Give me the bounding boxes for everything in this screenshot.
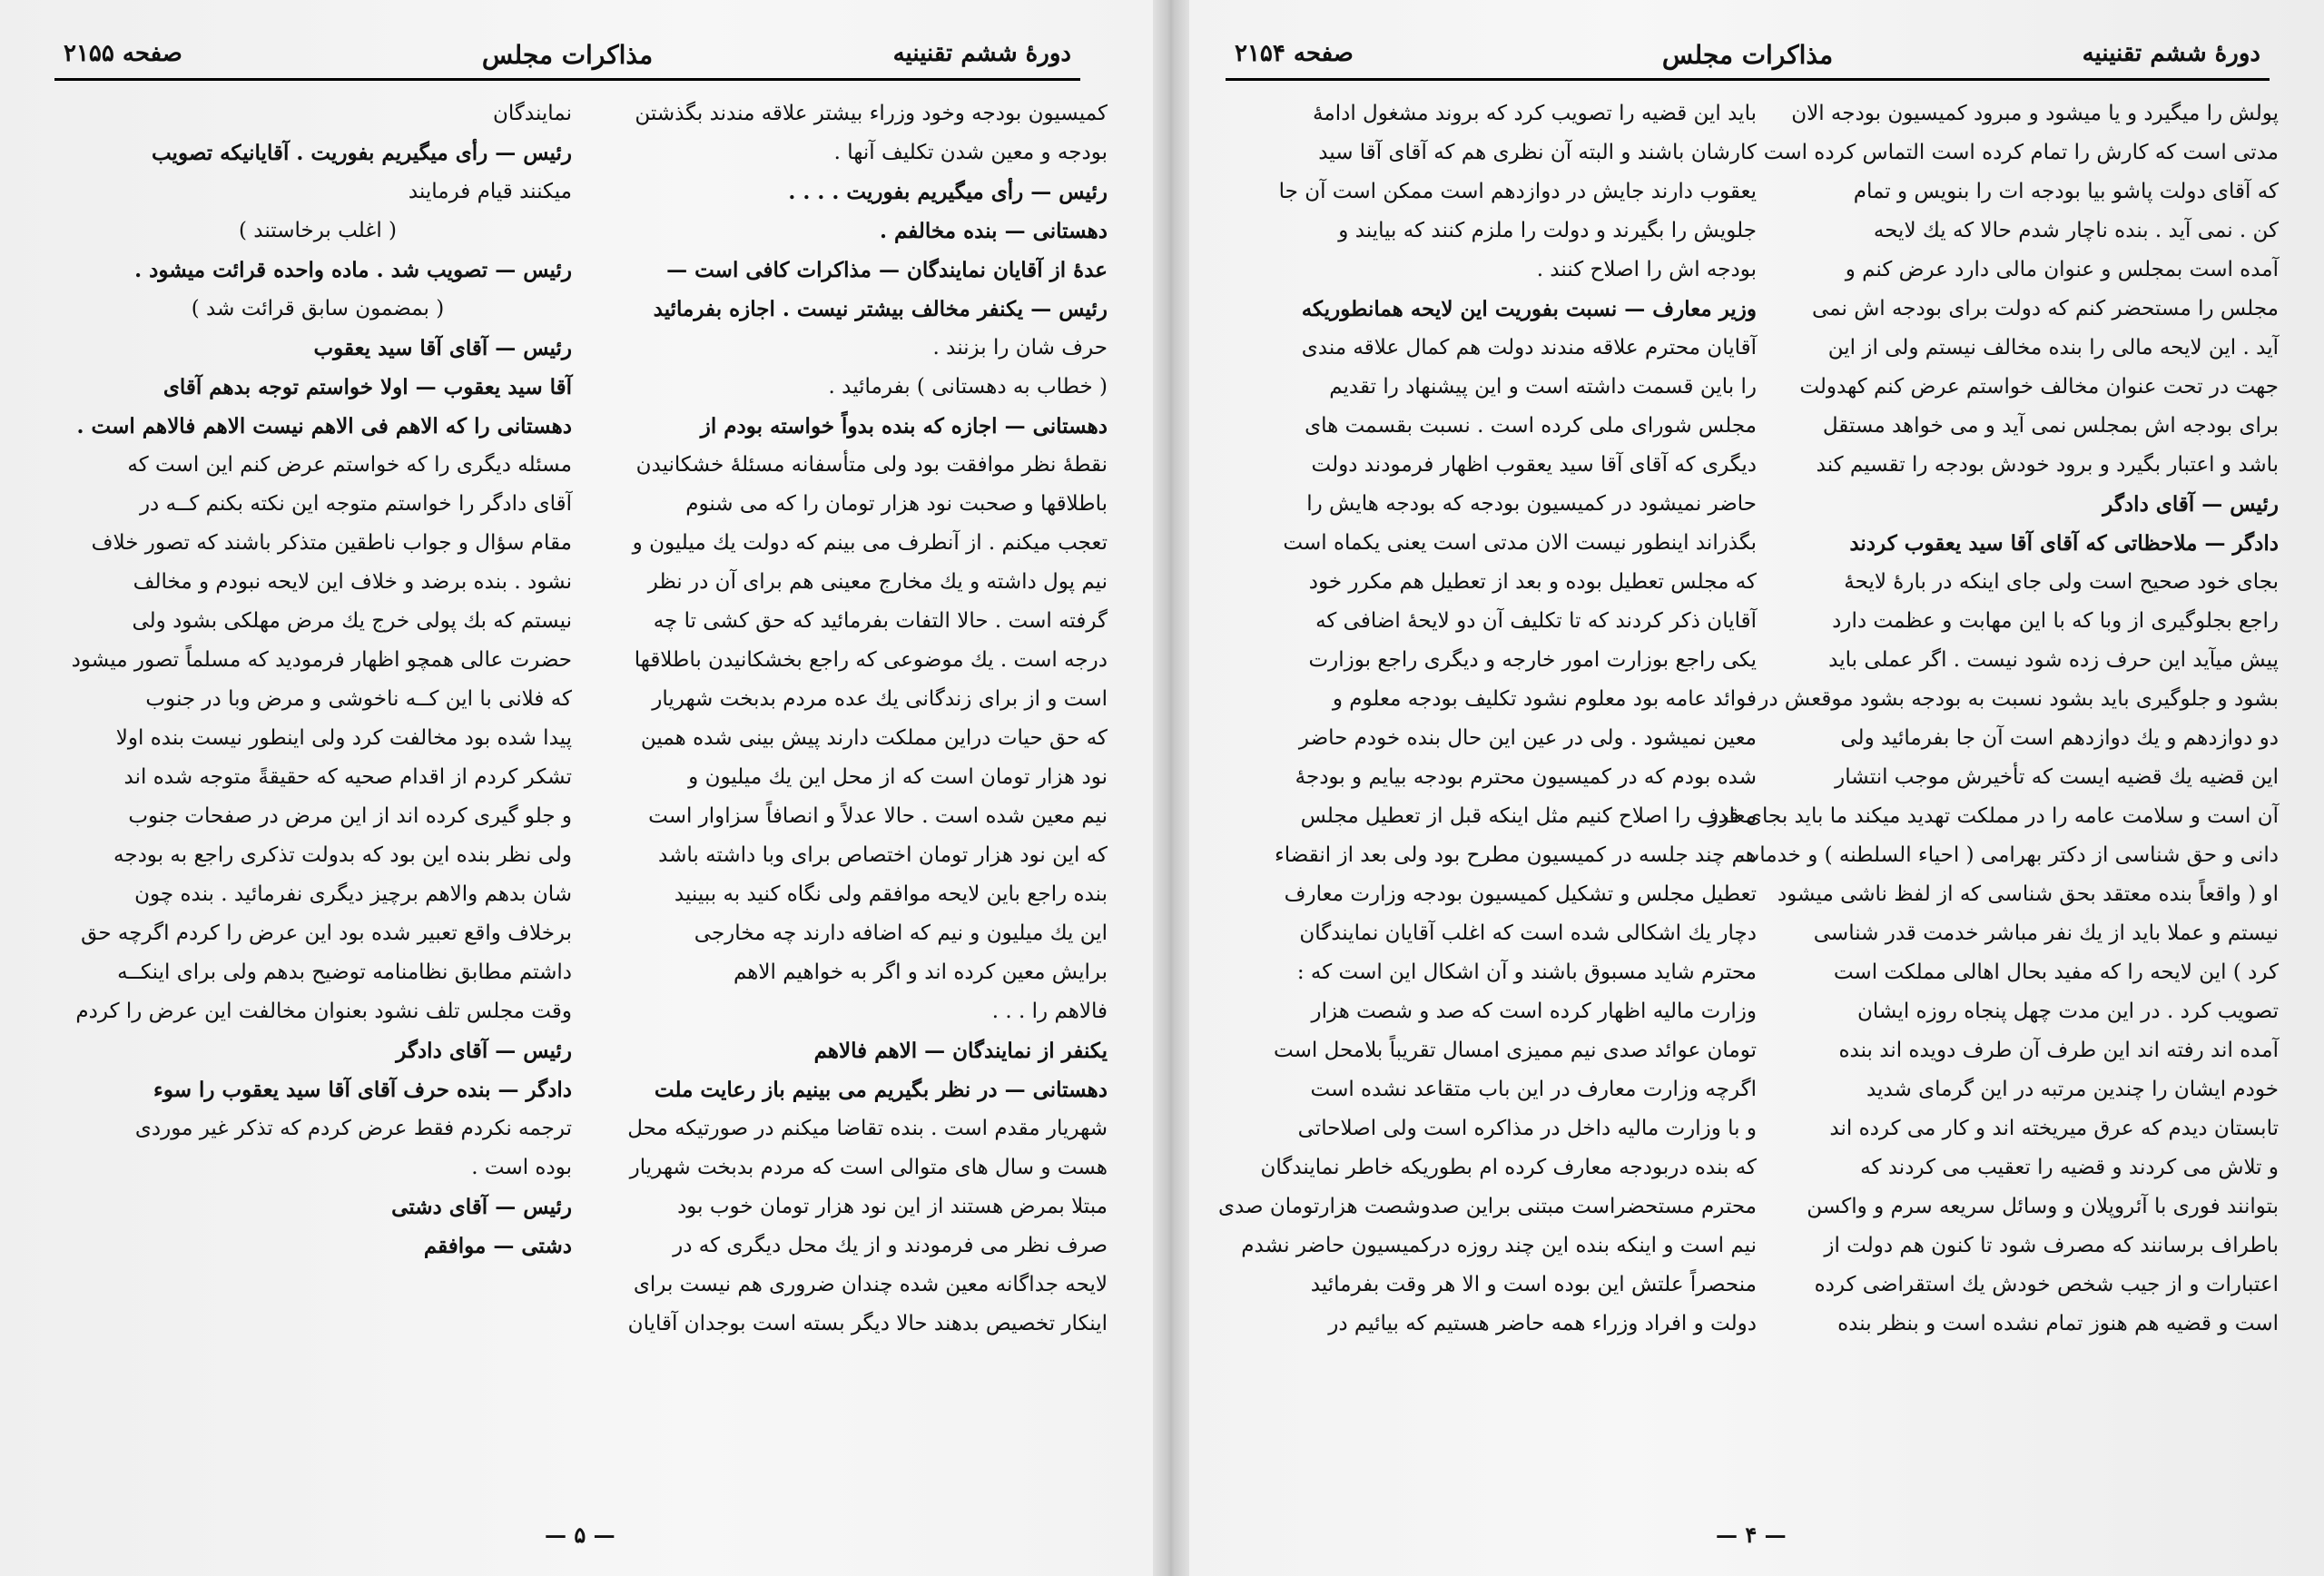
text-line: شهریار مقدم است . بنده تقاضا میکنم در صورتیکه محل [627, 1117, 1108, 1140]
text-line: جلویش را بگیرند و دولت را ملزم کنند که بیایند و [1338, 219, 1757, 242]
text-line: نمایندگان [493, 102, 572, 125]
text-line: وزیر معارف — نسبت بفوریت این لایحه همانطوریکه [1301, 297, 1757, 321]
text-line: پیش میآید این حرف زده شود نیست . اگر عملی باید [1828, 648, 2279, 672]
text-line: بوده است . [471, 1156, 572, 1179]
text-line: این قضیه یك قضیه ایست که تأخیرش موجب انتشار [1835, 765, 2279, 789]
text-line: تشکر کردم از اقدام صحیه که حقیقةً متوجه شده اند [123, 765, 572, 789]
text-line: مدتی است که کارش را تمام کرده است التماس کرده است [1763, 141, 2279, 164]
text-line: مسئله دیگری را که خواستم عرض کنم این است که [127, 453, 572, 477]
text-line: ( اغلب برخاستند ) [238, 219, 398, 242]
left-header-title: مذاکرات مجلس [481, 40, 654, 70]
text-line: آمده است بمجلس و عنوان مالی دارد عرض کنم و [1845, 258, 2279, 281]
text-line: برایش معین کرده اند و اگر به خواهیم الاهم [733, 960, 1108, 984]
book-gutter [1153, 0, 1189, 1576]
text-line: رئیس — آقای دادگر [396, 1039, 572, 1063]
text-line: نیم پول داشته و یك مخارج معینی هم برای آن در نظر [647, 570, 1108, 594]
text-line: بتوانند فوری با آئروپلان و وسائل سریعه سرم و واکسن [1807, 1195, 2279, 1218]
text-line: رئیس — تصویب شد . ماده واحده قرائت میشود . [134, 258, 572, 282]
text-line: جهت در تحت عنوان مخالف خواستم عرض کنم کهدولت [1799, 375, 2279, 399]
right-page-column-right [1708, 94, 2279, 1344]
text-line: است و از برای زندگانی یك عده مردم بدبخت شهریار [652, 687, 1108, 711]
text-line: فالاهم را . . . [991, 1000, 1108, 1023]
text-line: که فلانی با این کــه ناخوشی و مرض وبا در جنوب [145, 687, 572, 711]
left-page-header [54, 36, 1080, 81]
text-line: عدهٔ از آقایان نمایندگان — مذاکرات کافی است — [666, 258, 1108, 282]
text-line: تعجب میکنم . از آنطرف می بینم که دولت یك میلیون و [632, 531, 1108, 555]
text-line: درجه است . یك موضوعی که راجع بخشکانیدن باطلاقها [634, 648, 1108, 672]
text-line: هم چند جلسه در کمیسیون مطرح بود ولی بعد از انقضاء [1274, 843, 1757, 867]
text-line: اینکار تخصیص بدهند حالا دیگر بسته است بوجدان آقایان [627, 1312, 1108, 1335]
text-line: ( بمضمون سابق قرائت شد ) [191, 297, 445, 320]
text-line: دادگر — ملاحظاتی که آقای آقا سید یعقوب کردند [1849, 531, 2279, 556]
right-page-header [1226, 36, 2270, 81]
text-line: برای بودجه اش بمجلس نمی آید و می خواهد مستقل [1822, 414, 2279, 438]
text-line: دهستانی — در نظر بگیریم می بینیم باز رعایت ملت [654, 1078, 1108, 1102]
text-line: تابستان دیدم که عرق میریخته اند و کار می کرده اند [1829, 1117, 2279, 1140]
text-line: دهستانی را که الاهم فی الاهم نیست الاهم فالاهم است . [76, 414, 572, 438]
text-line: که بنده دربودجه معارف کرده ام بطوریکه خاطر نمایندگان [1260, 1156, 1757, 1179]
text-line: خودم ایشان را چندین مرتبه در این گرمای شدید [1866, 1078, 2279, 1101]
text-line: حرف شان را بزنند . [932, 336, 1108, 360]
left-page-footer: — ۵ — [545, 1522, 615, 1548]
text-line: تعطیل مجلس و تشکیل کمیسیون بودجه وزارت معارف [1284, 882, 1757, 906]
text-line: آقایان ذکر کردند که تا تکلیف آن دو لایحهٔ اضافی که [1315, 609, 1757, 633]
text-line: داشتم مطابق نظامنامه توضیح بدهم ولی برای اینکــه [117, 960, 572, 984]
text-line: او ( واقعاً بنده معتقد بحق شناسی که از لفظ ناشی میشود [1777, 882, 2279, 906]
text-line: و با وزارت مالیه داخل در مذاکره است ولی اصلاحاتی [1297, 1117, 1757, 1140]
text-line: معین نمیشود . ولی در عین این حال بنده خودم حاضر [1298, 726, 1757, 750]
right-page [1189, 0, 2324, 1576]
text-line: نیستم و عملا باید از یك نفر مباشر خدمت قدر شناسی [1813, 921, 2279, 945]
text-line: که حق حیات دراین مملکت دارند پیش بینی شده همین [640, 726, 1108, 750]
text-line: شان بدهم والاهم برچیز دیگری نفرمائید . بنده چون [134, 882, 572, 906]
text-line: آن است و سلامت عامه را در مملکت تهدید میکند ما باید بجای قدر [1708, 804, 2279, 828]
text-line: باطراف برسانند که مصرف شود تا کنون هم دولت از [1824, 1234, 2279, 1257]
right-page-footer: — ۴ — [1716, 1522, 1787, 1548]
text-line: دانی و حق شناسی از دکتر بهرامی ( احیاء السلطنه ) و خدمات [1739, 843, 2279, 867]
text-line: دیگری که آقای آقا سید یعقوب اظهار فرمودند دولت [1311, 453, 1757, 477]
text-line: بجای خود صحیح است ولی جای اینکه در بارهٔ لایحهٔ [1844, 570, 2279, 594]
right-header-title: مذاکرات مجلس [1661, 40, 1834, 70]
text-line: که آقای دولت پاشو بیا بودجه ات را بنویس و تمام [1853, 180, 2279, 203]
text-line: آمده اند رفته اند این طرف آن طرف دویده اند بنده [1838, 1039, 2279, 1062]
text-line: ( خطاب به دهستانی ) بفرمائید . [828, 375, 1108, 399]
text-line: بنده راجع باین لایحه موافقم ولی نگاه کنید به ببینید [674, 882, 1108, 906]
text-line: ولی نظر بنده این بود که بدولت تذکری راجع به بودجه [113, 843, 572, 867]
text-line: آقای دادگر را خواستم متوجه این نکته بکنم کــه در [139, 492, 572, 516]
text-line: دادگر — بنده حرف آقای آقا سید یعقوب را سوء [153, 1078, 572, 1102]
text-line: رئیس — یکنفر مخالف بیشتر نیست . اجازه بفرمائید [653, 297, 1108, 321]
text-line: شده بودم که در کمیسیون محترم بودجه بیایم و بودجهٔ [1295, 765, 1757, 789]
text-line: رئیس — رأی میگیریم بفوریت . . . . [788, 180, 1108, 204]
text-line: یکی راجع بوزارت امور خارجه و دیگری راجع بوزارت [1308, 648, 1757, 672]
text-line: صرف نظر می فرمودند و از یك محل دیگری که در [673, 1234, 1108, 1257]
text-line: کارشان باشند و البته آن نظری هم که آقای آقا سید [1318, 141, 1757, 164]
text-line: کن . نمی آید . بنده ناچار شدم حالا که یك لایحه [1873, 219, 2279, 242]
text-line: اعتبارات و از جیب شخص خودش یك استقراضی کرده [1814, 1273, 2279, 1296]
text-line: و جلو گیری کرده اند از این مرض در صفحات جنوب [128, 804, 572, 828]
text-line: دشتی — موافقم [423, 1234, 572, 1258]
text-line: رئیس — آقای دشتی [391, 1195, 572, 1219]
text-line: نقطهٔ نظر موافقت بود ولی متأسفانه مسئلهٔ خشکانیدن [635, 453, 1108, 477]
text-line: باشد و اعتبار بگیرد و برود خودش بودجه را تقسیم کند [1816, 453, 2279, 477]
text-line: که این نود هزار تومان اختصاص برای وبا داشته باشد [658, 843, 1108, 867]
text-line: بگذراند اینطور نیست الان مدتی است یعنی یکماه است [1283, 531, 1757, 555]
text-line: میکنند قیام فرمایند [408, 180, 572, 203]
text-line: که مجلس تعطیل بوده و بعد از تعطیل هم مکرر خود [1308, 570, 1757, 594]
text-line: حاضر نمیشود در کمیسیون بودجه که بودجه هایش را [1306, 492, 1757, 516]
text-line: رئیس — آقای آقا سید یعقوب [313, 336, 572, 360]
left-page-column-right [581, 94, 1108, 1344]
text-line: رئیس — آقای دادگر [2102, 492, 2279, 517]
text-line: راجع بجلوگیری از وبا که با این مهابت و عظمت دارد [1832, 609, 2279, 633]
text-line: و تلاش می کردند و قضیه را تعقیب می کردند که [1860, 1156, 2279, 1179]
text-line: لایحه جداگانه معین شده چندان ضروری هم نیست برای [633, 1273, 1108, 1296]
text-line: نود هزار تومان است که از محل این یك میلیون و [688, 765, 1108, 789]
text-line: باطلاقها و صحبت نود هزار تومان را که می شنوم [685, 492, 1108, 516]
text-line: فوائد عامه بود معلوم نشود تکلیف بودجه معلوم و [1332, 687, 1757, 711]
text-line: مبتلا بمرض هستند از این نود هزار تومان خوب بود [677, 1195, 1108, 1218]
text-line: محترم شاید مسبوق باشند و آن اشکال این است که : [1296, 960, 1757, 984]
text-line: دچار یك اشکالی شده است که اغلب آقایان نمایندگان [1299, 921, 1757, 945]
text-line: دهستانی — بنده مخالفم . [879, 219, 1108, 243]
text-line: مقام سؤال و جواب ناطقین متذکر باشند که تصور خلاف [91, 531, 572, 555]
text-line: بودجه اش را اصلاح کنند . [1536, 258, 1757, 281]
text-line: یکنفر از نمایندگان — الاهم فالاهم [813, 1039, 1108, 1063]
text-line: رئیس — رأی میگیریم بفوریت . آقایانیکه تصویب [151, 141, 572, 165]
left-header-page-number: صفحه ۲۱۵۵ [64, 40, 182, 67]
right-header-page-number: صفحه ۲۱۵۴ [1235, 40, 1354, 67]
right-header-series: دورهٔ ششم تقنینیه [2082, 40, 2260, 67]
text-line: معارف را اصلاح کنیم مثل اینکه قبل از تعطیل مجلس [1300, 804, 1757, 828]
text-line: دو دوازدهم و یك دوازدهم است آن جا بفرمائید ولی [1840, 726, 2279, 750]
text-line: نیستم که بك پولی خرج یك مرض مهلکی بشود ولی [132, 609, 572, 633]
text-line: بشود و جلوگیری باید بشود نسبت به بودجه بشود موقعش در [1758, 687, 2279, 711]
text-line: آید . این لایحه مالی را بنده مخالف نیستم ولی از این [1827, 336, 2279, 360]
text-line: اگرچه وزارت معارف در این باب متقاعد نشده است [1310, 1078, 1757, 1101]
text-line: مجلس را مستحضر کنم که دولت برای بودجه اش نمی [1812, 297, 2279, 320]
text-line: هست و سال های متوالی است که مردم بدبخت شهریار [629, 1156, 1108, 1179]
text-line: تصویب کرد . در این مدت چهل پنجاه روزه ایشان [1857, 1000, 2279, 1023]
text-line: دولت و افراد وزراء همه حاضر هستیم که بیائیم در [1328, 1312, 1757, 1335]
text-line: حضرت عالی همچو اظهار فرمودید که مسلماً تصور میشود [71, 648, 572, 672]
text-line: محترم مستحضراست مبتنی براین صدوشصت هزارتومان صدی [1217, 1195, 1757, 1218]
text-line: برخلاف واقع تعبیر شده بود این عرض را کردم اگرچه حق [81, 921, 572, 945]
left-page [0, 0, 1153, 1576]
text-line: آقا سید یعقوب — اولا خواستم توجه بدهم آقای [162, 375, 572, 399]
left-page-column-left [64, 94, 572, 1266]
text-line: منحصراً علتش این بوده است و الا هر وقت بفرمائید [1310, 1273, 1757, 1296]
text-line: این یك میلیون و نیم که اضافه دارند چه مخارجی [694, 921, 1108, 945]
text-line: کمیسیون بودجه وخود وزراء بیشتر علاقه مندند بگذشتن [635, 102, 1108, 125]
text-line: دهستانی — اجازه که بنده بدواً خواسته بودم از [700, 414, 1108, 438]
text-line: است و قضیه هم هنوز تمام نشده است و بنظر بنده [1837, 1312, 2279, 1335]
text-line: را باین قسمت داشته است و این پیشنهاد را تقدیم [1329, 375, 1757, 399]
text-line: کرد ) این لایحه را که مفید بحال اهالی مملکت است [1833, 960, 2279, 984]
text-line: نیم است و اینکه بنده این چند روزه درکمیسیون حاضر نشدم [1241, 1234, 1757, 1257]
right-page-column-left [1217, 94, 1757, 1344]
text-line: یعقوب دارند جایش در دوازدهم است ممکن است آن جا [1278, 180, 1757, 203]
text-line: ترجمه نکردم فقط عرض کردم که تذکر غیر موردی [134, 1117, 572, 1140]
text-line: آقایان محترم علاقه مندند دولت هم کمال علاقه مندی [1301, 336, 1757, 360]
text-line: پولش را میگیرد و یا میشود و مبرود کمیسیون بودجه الان [1791, 102, 2279, 125]
text-line: وقت مجلس تلف نشود بعنوان مخالفت این عرض را کردم [75, 1000, 572, 1023]
text-line: بودجه و معین شدن تکلیف آنها . [833, 141, 1108, 164]
text-line: نشود . بنده برضد و خلاف این لایحه نبودم و مخالف [133, 570, 572, 594]
left-header-series: دورهٔ ششم تقنینیه [892, 40, 1071, 67]
text-line: وزارت مالیه اظهار کرده است که صد و شصت هزار [1311, 1000, 1757, 1023]
text-line: نیم معین شده است . حالا عدلاً و انصافاً سزاوار است [648, 804, 1108, 828]
text-line: گرفته است . حالا التفات بفرمائید که حق کشی تا چه [653, 609, 1108, 633]
text-line: پیدا شده بود مخالفت کرد ولی اینطور نیست بنده اولا [115, 726, 572, 750]
text-line: مجلس شورای ملی کرده است . نسبت بقسمت های [1305, 414, 1757, 438]
text-line: باید این قضیه را تصویب کرد که بروند مشغول ادامهٔ [1313, 102, 1757, 125]
text-line: تومان عوائد صدی نیم ممیزی امسال تقریباً بلامحل است [1274, 1039, 1757, 1062]
